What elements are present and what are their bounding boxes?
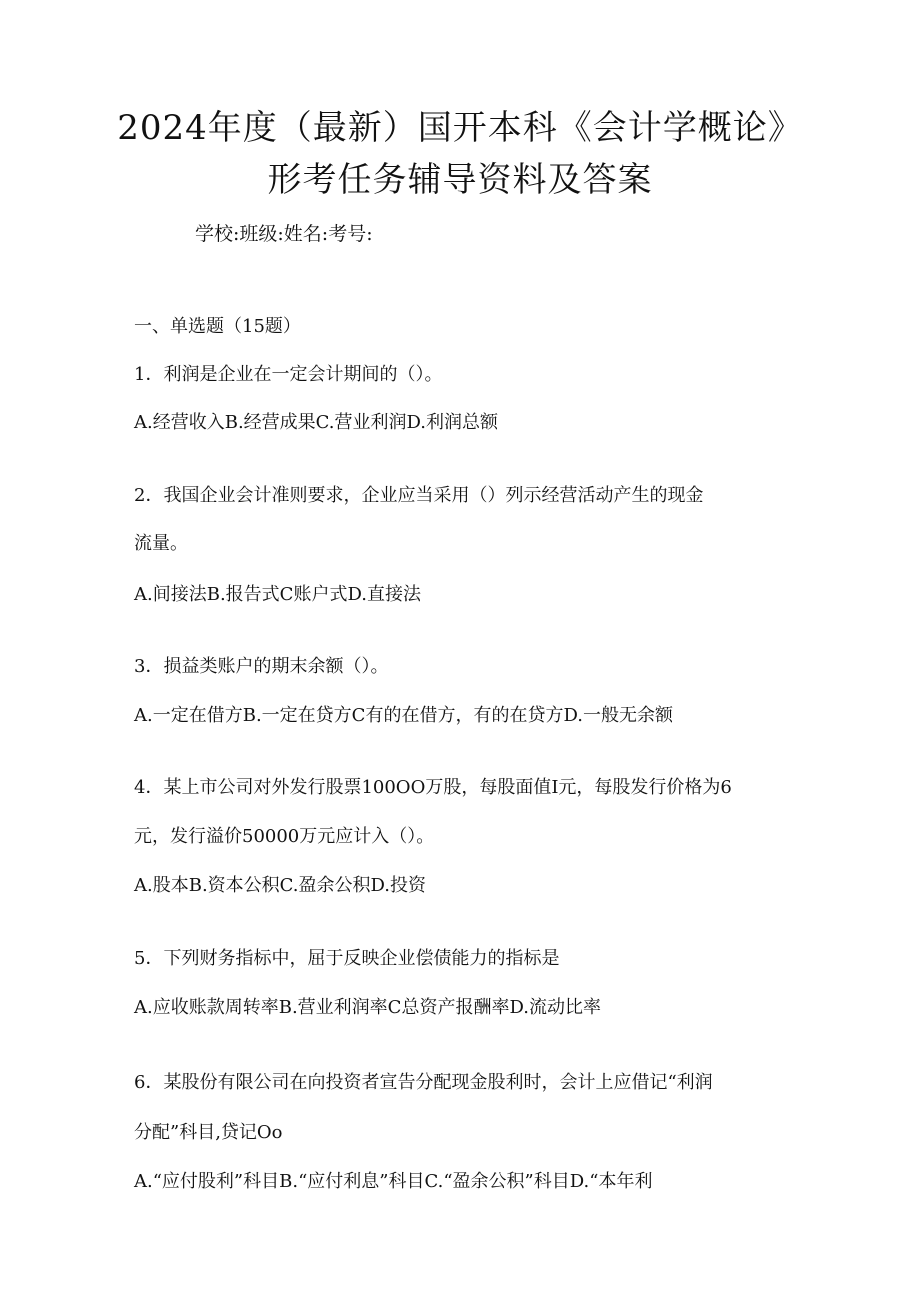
question-3-stem: 3．损益类账户的期末余额（）。 <box>134 656 389 677</box>
question-4-stem-line-2: 元，发行溢价50000万元应计入（）。 <box>134 826 435 847</box>
question-2-stem-line-1: 2．我国企业会计准则要求，企业应当采用（）列示经营活动产生的现金 <box>134 485 704 506</box>
question-2-stem-line-2: 流量。 <box>134 533 188 554</box>
question-6-stem-line-1: 6．某股份有限公司在向投资者宣告分配现金股利时，会计上应借记“利润 <box>134 1072 713 1093</box>
question-6-stem-line-2: 分配”科目,贷记Oo <box>134 1122 283 1143</box>
document-title-line-1: 2024年度（最新）国开本科《会计学概论》 <box>117 108 803 148</box>
question-4-options: A.股本B.资本公积C.盈余公积D.投资 <box>134 875 427 896</box>
question-4-stem-line-1: 4．某上市公司对外发行股票100OO万股，每股面值I元，每股发行价格为6 <box>134 777 732 798</box>
question-1-stem: 1．利润是企业在一定会计期间的（）。 <box>134 364 443 385</box>
question-1-options: A.经营收入B.经营成果C.营业利润D.利润总额 <box>134 412 499 433</box>
student-info-line: 学校:班级:姓名:考号: <box>195 223 373 245</box>
document-title-line-2: 形考任务辅导资料及答案 <box>267 160 653 200</box>
question-2-options: A.间接法B.报告式C账户式D.直接法 <box>134 584 421 605</box>
question-5-stem: 5．下列财务指标中，屈于反映企业偿债能力的指标是 <box>134 948 560 969</box>
section-heading: 一、单选题（15题） <box>134 316 301 337</box>
question-6-options: A.“应付股利”科目B.“应付利息”科目C.“盈余公积”科目D.“本年利 <box>134 1171 653 1192</box>
question-3-options: A.一定在借方B.一定在贷方C有的在借方，有的在贷方D.一般无余额 <box>134 705 673 726</box>
question-5-options: A.应收账款周转率B.营业利润率C总资产报酬率D.流动比率 <box>134 997 601 1018</box>
